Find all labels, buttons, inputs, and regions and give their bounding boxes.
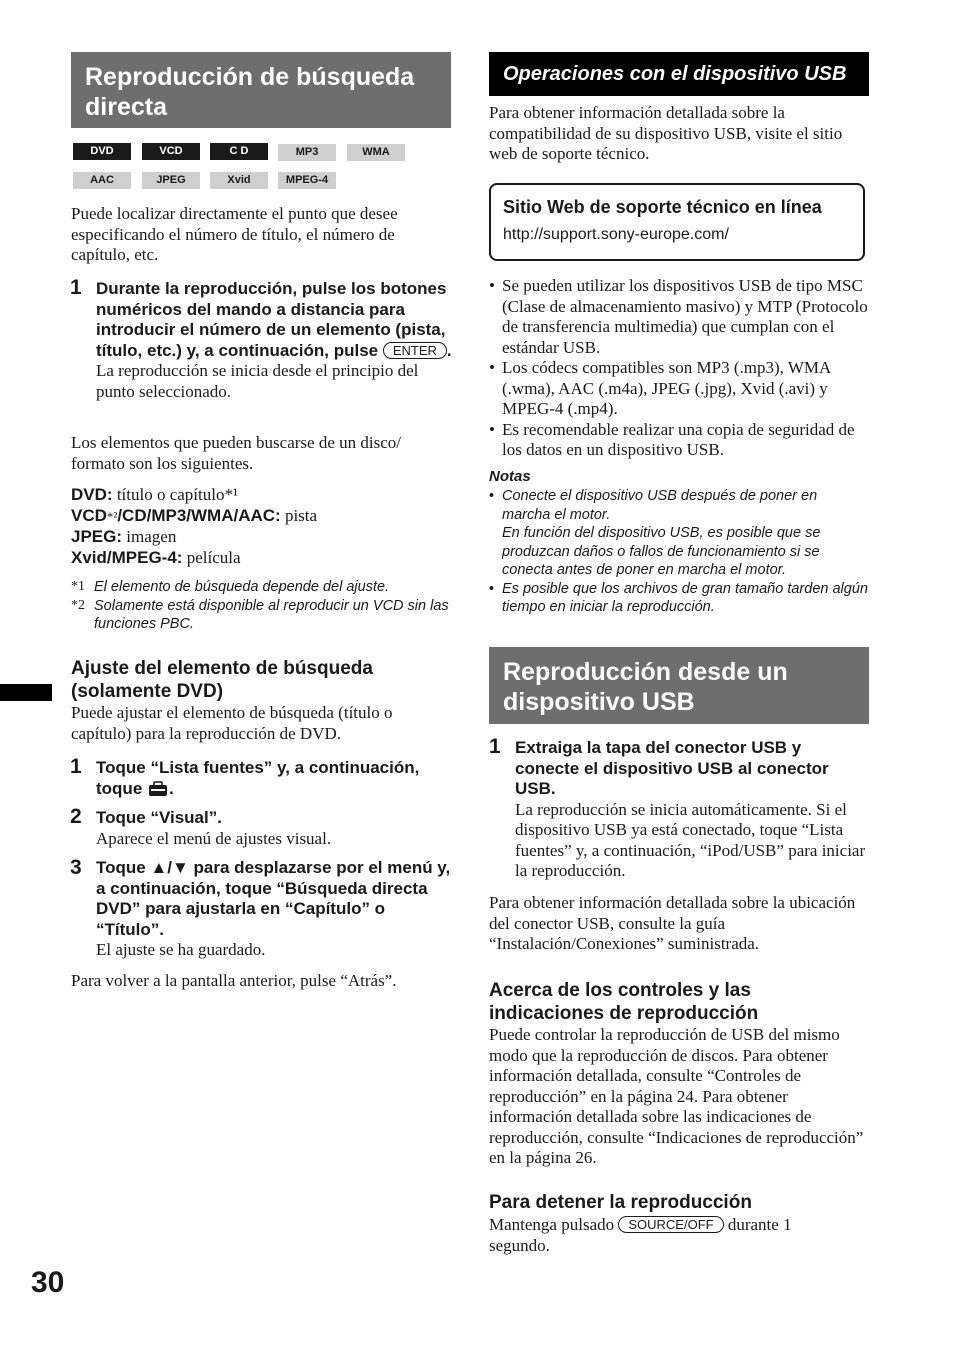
step-instruction: Toque “Visual”. (96, 808, 222, 827)
element-dvd: DVD: título o capítulo*¹ (71, 485, 239, 504)
badge-xvid: Xvid (210, 172, 268, 189)
step-result: La reproducción se inicia automáticamente. Si el dispositivo USB ya está conectado, toque “Lista fuentes” y, a continuación, “iPod/USB” para iniciar la reproducción. (515, 799, 866, 880)
notes (489, 467, 869, 617)
badge-cd: C D (210, 143, 268, 160)
subsection-intro: Puede ajustar el elemento de búsqueda (título o capítulo) para la reproducción de DVD. (71, 703, 393, 743)
list-item: • Se pueden utilizar los dispositivos USB de tipo MSC (Clase de almacenamiento masivo) y MTP (Protocolo de transferencia multimedia) que cumplan con el estándar USB. (489, 276, 869, 358)
note-item: • Conecte el dispositivo USB después de poner en marcha el motor. En función del dispositivo USB, es posible que se produzcan daños o fallos de funcionamiento si se conecta antes de poner en marcha el motor. (489, 487, 869, 580)
element-jpeg: JPEG: imagen (71, 527, 177, 546)
section-title-text: Reproducción de búsqueda directa (85, 63, 415, 121)
step-number: 3 (70, 856, 82, 879)
badge-mp3: MP3 (278, 144, 336, 161)
usb-connector-info: Para obtener información detallada sobre la ubicación del conector USB, consulte la guía “Instalación/Conexiones” suministrada. (489, 893, 856, 953)
elements-list (71, 485, 451, 568)
intro-paragraph: Puede localizar directamente el punto que desee especificando el número de título, el número de capítulo, etc. (71, 204, 398, 264)
badge-vcd: VCD (142, 143, 200, 160)
notes-title: Notas (489, 468, 531, 485)
step-number: 1 (70, 755, 82, 778)
section-title-usb-playback (489, 647, 869, 724)
notes-list (489, 487, 869, 617)
step-number: 1 (70, 276, 82, 299)
controls-subtitle: Acerca de los controles y las indicaciones de reproducción (489, 980, 759, 1024)
enter-key: ENTER (383, 342, 447, 359)
badge-wma: WMA (347, 144, 405, 161)
support-website-box (489, 183, 865, 261)
stop-subtitle: Para detener la reproducción (489, 1192, 752, 1213)
step-1 (96, 279, 452, 402)
section-title-text: Reproducción desde un dispositivo USB (503, 658, 788, 716)
page-number: 30 (31, 1266, 65, 1299)
step-instruction: Toque ▲/▼ para desplazarse por el menú y, a continuación, toque “Búsqueda directa DVD” para ajustarla en “Capítulo” o “Título”. (96, 858, 451, 939)
step-number: 2 (70, 805, 82, 828)
element-xvid: Xvid/MPEG-4: película (71, 547, 241, 567)
section-title-usb-operations (489, 52, 869, 96)
footnotes (71, 578, 451, 634)
support-url-link[interactable]: http://support.sony-europe.com/ (503, 226, 729, 243)
step-result: La reproducción se inicia desde el principio del punto seleccionado. (96, 361, 419, 401)
step-result: Aparece el menú de ajustes visual. (96, 828, 332, 848)
sub-step-2 (96, 808, 452, 849)
format-badges (73, 143, 453, 193)
badge-jpeg: JPEG (142, 172, 200, 189)
list-item: • Es recomendable realizar una copia de seguridad de los datos en un dispositivo USB. (489, 420, 869, 461)
subsection-title: Ajuste del elemento de búsqueda (solamente DVD) (71, 658, 373, 702)
back-instruction: Para volver a la pantalla anterior, pulse “Atrás”. (71, 971, 397, 990)
note-item: • Es posible que los archivos de gran tamaño tarden algún tiempo en iniciar la reproducción. (489, 580, 869, 617)
step-instruction: Extraiga la tapa del conector USB y conecte el dispositivo USB al conector USB. (515, 738, 829, 798)
stop-body: Mantenga pulsado SOURCE/OFF durante 1 segundo. (489, 1215, 792, 1255)
sub-step-1 (96, 758, 452, 802)
badge-mpeg4: MPEG-4 (278, 172, 336, 189)
badge-dvd: DVD (73, 143, 131, 160)
badge-aac: AAC (73, 172, 131, 189)
usb-info-list (489, 276, 869, 461)
controls-body: Puede controlar la reproducción de USB del mismo modo que la reproducción de discos. Para obtener información detallada, consulte “Controles de reproducción” en la página 24. Para obtener información detallada sobre las indicaciones de reproducción, consulte “Indicaciones de reproducción” en la página 26. (489, 1025, 864, 1167)
sub-step-3 (96, 858, 452, 961)
footnote-1: *1 El elemento de búsqueda depende del ajuste. (71, 579, 390, 595)
step-number: 1 (489, 735, 501, 758)
source-off-key: SOURCE/OFF (618, 1216, 723, 1233)
step-instruction: Durante la reproducción, pulse los botones numéricos del mando a distancia para introducir el número de un elemento (pista, título, etc.) y, a continuación, pulse ENTER . (96, 279, 452, 360)
footnote-2: *2 Solamente está disponible al reproducir un VCD sin las funciones PBC. (71, 597, 449, 632)
step-result: El ajuste se ha guardado. (96, 940, 266, 959)
chapter-tab-marker (0, 684, 52, 701)
list-item: • Los códecs compatibles son MP3 (.mp3), WMA (.wma), AAC (.m4a), JPEG (.jpg), Xvid (.avi) y MPEG-4 (.mp4). (489, 358, 869, 420)
support-box-title: Sitio Web de soporte técnico en línea (503, 197, 822, 217)
element-vcd: VCD*²/CD/MP3/WMA/AAC: pista (71, 505, 318, 525)
elements-intro: Los elementos que pueden buscarse de un disco/ formato son los siguientes. (71, 433, 401, 473)
usb-ops-intro: Para obtener información detallada sobre la compatibilidad de su dispositivo USB, visite el sitio web de soporte técnico. (489, 103, 843, 163)
step-instruction: Toque “Lista fuentes” y, a continuación, toque . (96, 758, 452, 802)
section-title-busqueda-directa (71, 52, 451, 128)
section-title-text: Operaciones con el dispositivo USB (503, 63, 847, 85)
usb-step-1 (515, 738, 869, 882)
toolbox-icon (147, 781, 169, 803)
